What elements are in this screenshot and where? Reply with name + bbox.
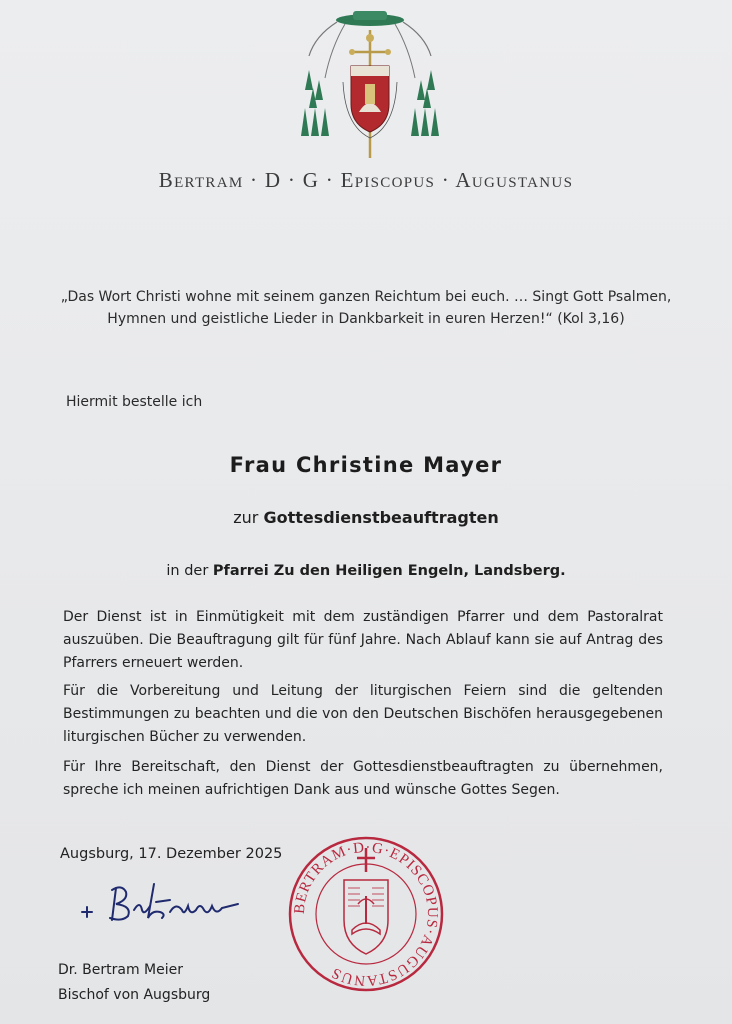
signer-name: Dr. Bertram Meier [58,962,183,978]
parish-prefix: in der [166,563,213,579]
role-prefix: zur [233,508,264,527]
body-paragraph: Für die Vorbereitung und Leitung der liturgischen Feiern sind die geltenden Bestimmungen zu beachten und die von den Deutschen Bischöfen herausgegebenen liturgischen Bücher zu verwenden. [63,683,663,745]
date-place: Augsburg, 17. Dezember 2025 [60,846,283,862]
intro-text: Hiermit bestelle ich [66,394,203,410]
body-paragraph: Der Dienst ist in Einmütigkeit mit dem zuständigen Pfarrer und dem Pastoralrat auszuüben. Die Beauftragung gilt für fünf Jahre. Nach Ablauf kann sie auf Antrag des Pfarrers erneuert werden. [63,609,663,671]
signature-icon [78,876,248,932]
bible-quote: „Das Wort Christi wohne mit seinem ganzen Reichtum bei euch. … Singt Gott Psalmen, Hymnen und geistliche Lieder in Dankbarkeit in euren Herzen!“ (Kol 3,16) [60,289,672,327]
signer-title: Bischof von Augsburg [58,987,211,1003]
seal-text: BERTRAM·D·G·EPISCOPUS·AUGUSTANUS [291,839,441,989]
body-paragraph: Für Ihre Bereitschaft, den Dienst der Gottesdienstbeauftragten zu übernehmen, spreche ich meinen aufrichtigen Dank aus und wünsche Gottes Segen. [63,759,663,798]
episcopal-seal-icon [286,834,446,994]
coat-of-arms-icon [295,8,445,163]
bishop-heading: Bertram · D · G · Episcopus · Augustanus [158,168,574,192]
recipient-name: Frau Christine Mayer [229,453,503,477]
role-title: Gottesdienstbeauftragten [263,508,499,527]
parish-name: Pfarrei Zu den Heiligen Engeln, Landsberg. [212,563,566,579]
role-line [0,508,732,527]
parish-line [0,563,732,579]
